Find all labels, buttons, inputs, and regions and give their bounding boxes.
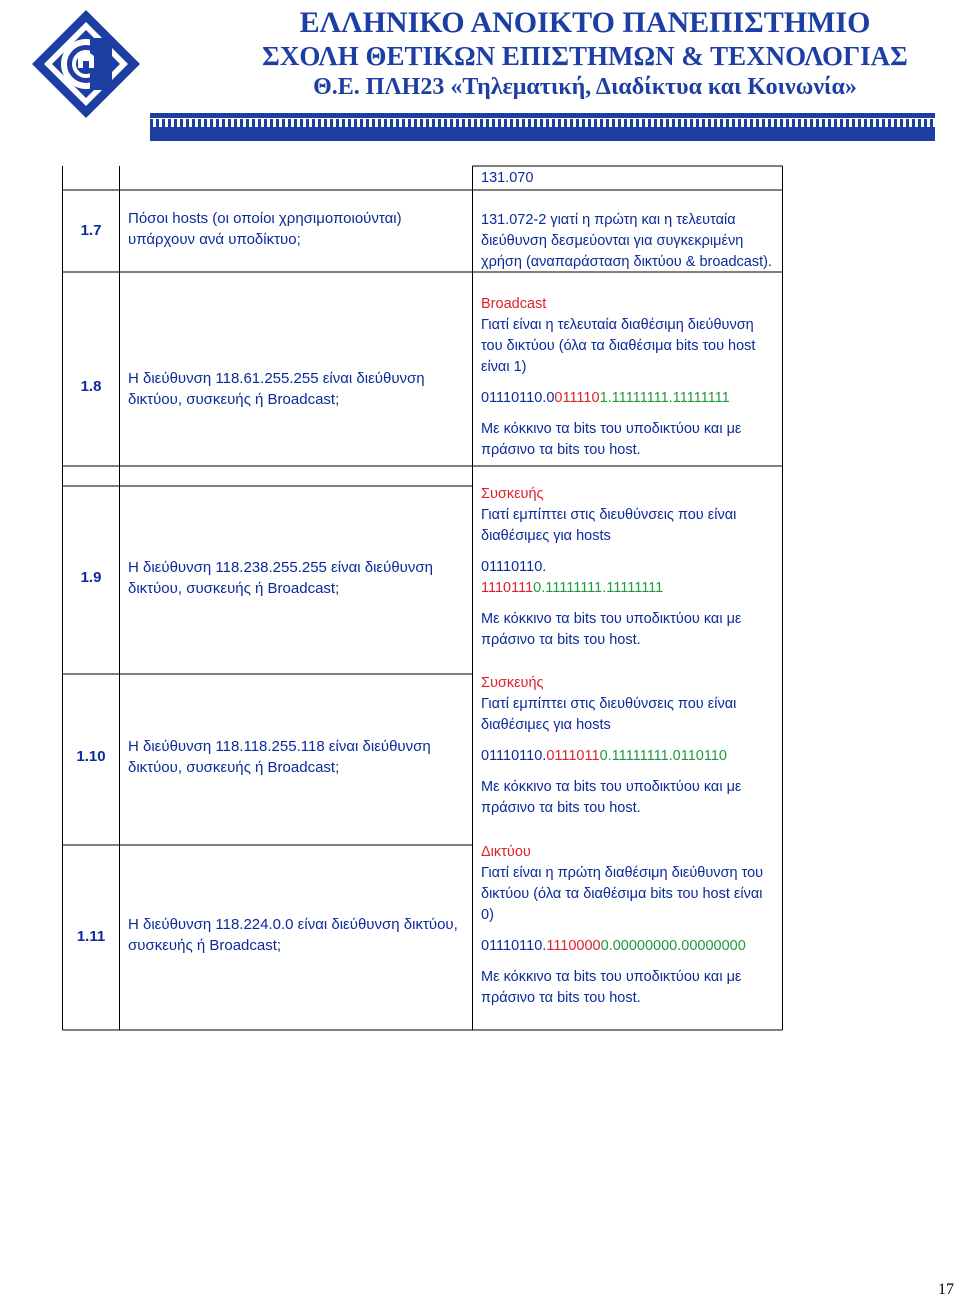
document-header (240, 6, 930, 102)
question-text: Η διεύθυνση 118.224.0.0 είναι διεύθυνση δικτύου, συσκευής ή Broadcast; (128, 916, 458, 954)
header-school: ΣΧΟΛΗ ΘΕΤΙΚΩΝ ΕΠΙΣΤΗΜΩΝ & ΤΕΧΝΟΛΟΓΙΑΣ (262, 41, 908, 71)
answer-block (481, 484, 776, 651)
binary-address (481, 936, 776, 957)
binary-address (481, 388, 776, 409)
binary-part: 01110110.0 (481, 390, 555, 406)
binary-address (481, 746, 776, 767)
color-note: Με κόκκινο τα bits του υποδικτύου και με πράσινο τα bits του host. (481, 779, 742, 816)
color-note: Με κόκκινο τα bits του υποδικτύου και με πράσινο τα bits του host. (481, 611, 742, 648)
color-note: Με κόκκινο τα bits του υποδικτύου και με πράσινο τα bits του host. (481, 969, 742, 1006)
host-bits: 0.00000000.00000000 (600, 938, 746, 954)
question-text: Η διεύθυνση 118.238.255.255 είναι διεύθυνση δικτύου, συσκευής ή Broadcast; (128, 559, 433, 597)
subnet-bits: 1110111 (481, 580, 534, 596)
answer-reason: Γιατί εμπίπτει στις διευθύνσεις που είναι διαθέσιμες για hosts (481, 696, 737, 733)
answer-reason: Γιατί εμπίπτει στις διευθύνσεις που είναι διαθέσιμες για hosts (481, 507, 737, 544)
row-number: 1.8 (80, 378, 102, 395)
question-text: Η διεύθυνση 118.118.255.118 είναι διεύθυνση δικτύου, συσκευής ή Broadcast; (128, 738, 431, 776)
header-rule-hatched (150, 119, 935, 127)
row-number: 1.10 (76, 748, 106, 765)
answer-reason: Γιατί είναι η τελευταία διαθέσιμη διεύθυνση του δικτύου (όλα τα διαθέσιμα bits του host είναι 1) (481, 317, 756, 375)
question-text: Πόσοι hosts (οι οποίοι χρησιμοποιούνται) υπάρχουν ανά υποδίκτυο; (128, 210, 402, 248)
answer-reason: Γιατί είναι η πρώτη διαθέσιμη διεύθυνση του δικτύου (όλα τα διαθέσιμα bits του host είναι 0) (481, 865, 764, 923)
row-number: 1.9 (80, 569, 102, 586)
host-bits: 0.11111111.11111111 (533, 580, 664, 596)
answer-block (481, 673, 776, 819)
color-note: Με κόκκινο τα bits του υποδικτύου και με πράσινο τα bits του host. (481, 421, 742, 458)
header-rule-thin (150, 113, 935, 118)
answer-label: Δικτύου (481, 844, 531, 860)
header-rule-thick (150, 127, 935, 141)
binary-part: 01110110. (481, 748, 547, 764)
university-logo (30, 8, 142, 120)
header-course: Θ.Ε. ΠΛΗ23 «Τηλεματική, Διαδίκτυα και Κοινωνία» (313, 74, 857, 100)
binary-address-line1: 01110110. (481, 559, 547, 575)
answer-block (481, 294, 776, 461)
page-number: 17 (938, 1281, 954, 1298)
subnet-bits: 011110 (554, 390, 600, 406)
subnet-bits: 1110000 (546, 938, 601, 954)
answer-label: Broadcast (481, 296, 547, 312)
subnet-bits: 0111011 (546, 748, 600, 764)
binary-part: 01110110. (481, 938, 547, 954)
row-number: 1.11 (76, 928, 106, 945)
answer-label: Συσκευής (481, 486, 544, 502)
answer-prev-text: 131.070 (481, 170, 534, 186)
answer-block (481, 842, 776, 1009)
binary-address (481, 578, 776, 599)
header-university: ΕΛΛΗΝΙΚΟ ΑΝΟΙΚΤΟ ΠΑΝΕΠΙΣΤΗΜΙΟ (299, 6, 871, 39)
answer-label: Συσκευής (481, 675, 544, 691)
host-bits: 1.11111111.11111111 (599, 390, 730, 406)
row-number: 1.7 (80, 222, 102, 239)
answer-text: 131.072-2 γιατί η πρώτη και η τελευταία διεύθυνση δεσμεύονται για συγκεκριμένη χρήση (αναπαράσταση δικτύου & broadcast). (481, 212, 772, 270)
question-text: Η διεύθυνση 118.61.255.255 είναι διεύθυνση δικτύου, συσκευής ή Broadcast; (128, 370, 425, 408)
host-bits: 0.11111111.0110110 (599, 748, 727, 764)
